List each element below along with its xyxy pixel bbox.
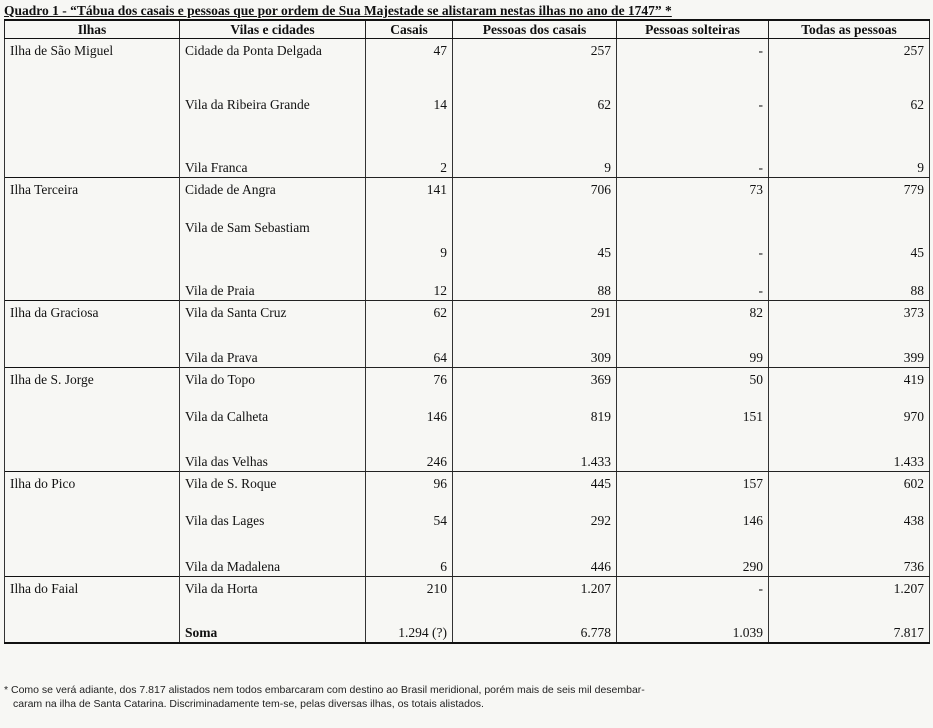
sum-casais-cell: 1.294 (?) (366, 614, 453, 643)
casais-cell: 9 (366, 216, 453, 270)
footnote (4, 683, 929, 711)
casais-cell: 12 (366, 270, 453, 301)
casais-cell: 64 (366, 338, 453, 368)
casais-cell: 96 (366, 472, 453, 509)
island-cell: Ilha do Faial (5, 577, 180, 643)
todas-cell: 88 (769, 270, 930, 301)
vila-cell: Vila das Velhas (180, 442, 366, 472)
sum-label-cell (180, 614, 366, 643)
data-table (4, 19, 930, 644)
pessoas-casais-cell: 45 (453, 216, 617, 270)
table-row (5, 577, 930, 614)
casais-cell: 54 (366, 509, 453, 546)
table-row (5, 178, 930, 216)
header-vilas: Vilas e cidades (180, 20, 366, 39)
casais-cell: 141 (366, 178, 453, 216)
todas-cell: 602 (769, 472, 930, 509)
pessoas-casais-cell: 446 (453, 546, 617, 577)
solteiras-cell: 157 (617, 472, 769, 509)
pessoas-casais-cell: 292 (453, 509, 617, 546)
solteiras-cell: 146 (617, 509, 769, 546)
vila-cell: Vila de S. Roque (180, 472, 366, 509)
footnote-line-1: * Como se verá adiante, dos 7.817 alistados nem todos embarcaram com destino ao Brasil meridional, porém mais de seis mil desembar- (4, 684, 645, 696)
pessoas-casais-cell: 1.207 (453, 577, 617, 614)
header-pessoas-solteiras: Pessoas solteiras (617, 20, 769, 39)
vila-cell: Vila da Ribeira Grande (180, 93, 366, 147)
pessoas-casais-cell: 9 (453, 147, 617, 178)
solteiras-cell: - (617, 93, 769, 147)
casais-cell: 14 (366, 93, 453, 147)
todas-cell: 399 (769, 338, 930, 368)
sum-solteiras-cell: 1.039 (617, 614, 769, 643)
solteiras-cell: - (617, 39, 769, 93)
pessoas-casais-cell: 62 (453, 93, 617, 147)
casais-cell: 76 (366, 368, 453, 405)
casais-cell: 6 (366, 546, 453, 577)
header-todas-pessoas: Todas as pessoas (769, 20, 930, 39)
pessoas-casais-cell: 1.433 (453, 442, 617, 472)
footnote-line-2: caram na ilha de Santa Catarina. Discriminadamente tem-se, pelas diversas ilhas, os totais alistados. (13, 698, 484, 710)
vila-cell: Vila da Horta (180, 577, 366, 614)
todas-cell: 373 (769, 301, 930, 338)
casais-cell: 47 (366, 39, 453, 93)
table-row (5, 39, 930, 93)
solteiras-cell: - (617, 577, 769, 614)
vila-cell: Cidade da Ponta Delgada (180, 39, 366, 93)
solteiras-cell: - (617, 270, 769, 301)
todas-cell: 438 (769, 509, 930, 546)
todas-cell: 779 (769, 178, 930, 216)
todas-cell: 1.433 (769, 442, 930, 472)
todas-cell: 257 (769, 39, 930, 93)
island-cell: Ilha da Graciosa (5, 301, 180, 368)
vila-cell: Vila da Prava (180, 338, 366, 368)
solteiras-cell: - (617, 147, 769, 178)
casais-cell: 62 (366, 301, 453, 338)
island-cell: Ilha Terceira (5, 178, 180, 301)
solteiras-cell: 99 (617, 338, 769, 368)
island-cell: Ilha de São Miguel (5, 39, 180, 178)
pessoas-casais-cell: 445 (453, 472, 617, 509)
casais-cell: 146 (366, 405, 453, 442)
vila-cell: Vila das Lages (180, 509, 366, 546)
todas-cell: 62 (769, 93, 930, 147)
vila-cell: Vila da Calheta (180, 405, 366, 442)
vila-cell: Vila Franca (180, 147, 366, 178)
sum-label: Soma (185, 624, 218, 640)
table-row (5, 368, 930, 405)
vila-cell: Vila de Praia (180, 270, 366, 301)
solteiras-cell (617, 442, 769, 472)
solteiras-cell: 151 (617, 405, 769, 442)
todas-cell: 970 (769, 405, 930, 442)
island-cell: Ilha de S. Jorge (5, 368, 180, 472)
casais-cell: 210 (366, 577, 453, 614)
sum-todas-cell: 7.817 (769, 614, 930, 643)
todas-cell: 1.207 (769, 577, 930, 614)
header-row (5, 20, 930, 39)
solteiras-cell: 50 (617, 368, 769, 405)
pessoas-casais-cell: 819 (453, 405, 617, 442)
todas-cell: 9 (769, 147, 930, 178)
vila-cell: Vila do Topo (180, 368, 366, 405)
pessoas-casais-cell: 88 (453, 270, 617, 301)
todas-cell: 45 (769, 216, 930, 270)
casais-cell: 246 (366, 442, 453, 472)
pessoas-casais-cell: 706 (453, 178, 617, 216)
pessoas-casais-cell: 257 (453, 39, 617, 93)
vila-cell: Cidade de Angra (180, 178, 366, 216)
todas-cell: 736 (769, 546, 930, 577)
solteiras-cell: 82 (617, 301, 769, 338)
solteiras-cell: - (617, 216, 769, 270)
pessoas-casais-cell: 369 (453, 368, 617, 405)
pessoas-casais-cell: 309 (453, 338, 617, 368)
sum-pessoas-casais-cell: 6.778 (453, 614, 617, 643)
casais-cell: 2 (366, 147, 453, 178)
header-ilhas: Ilhas (5, 20, 180, 39)
pessoas-casais-cell: 291 (453, 301, 617, 338)
solteiras-cell: 290 (617, 546, 769, 577)
todas-cell: 419 (769, 368, 930, 405)
vila-cell: Vila de Sam Sebastiam (180, 216, 366, 270)
table-row (5, 301, 930, 338)
header-pessoas-casais: Pessoas dos casais (453, 20, 617, 39)
table-title: Quadro 1 - “Tábua dos casais e pessoas que por ordem de Sua Majestade se alistaram nestas ilhas no ano de 1747” * (4, 3, 672, 18)
table-row (5, 472, 930, 509)
island-cell: Ilha do Pico (5, 472, 180, 577)
header-casais: Casais (366, 20, 453, 39)
solteiras-cell: 73 (617, 178, 769, 216)
vila-cell: Vila da Santa Cruz (180, 301, 366, 338)
vila-cell: Vila da Madalena (180, 546, 366, 577)
